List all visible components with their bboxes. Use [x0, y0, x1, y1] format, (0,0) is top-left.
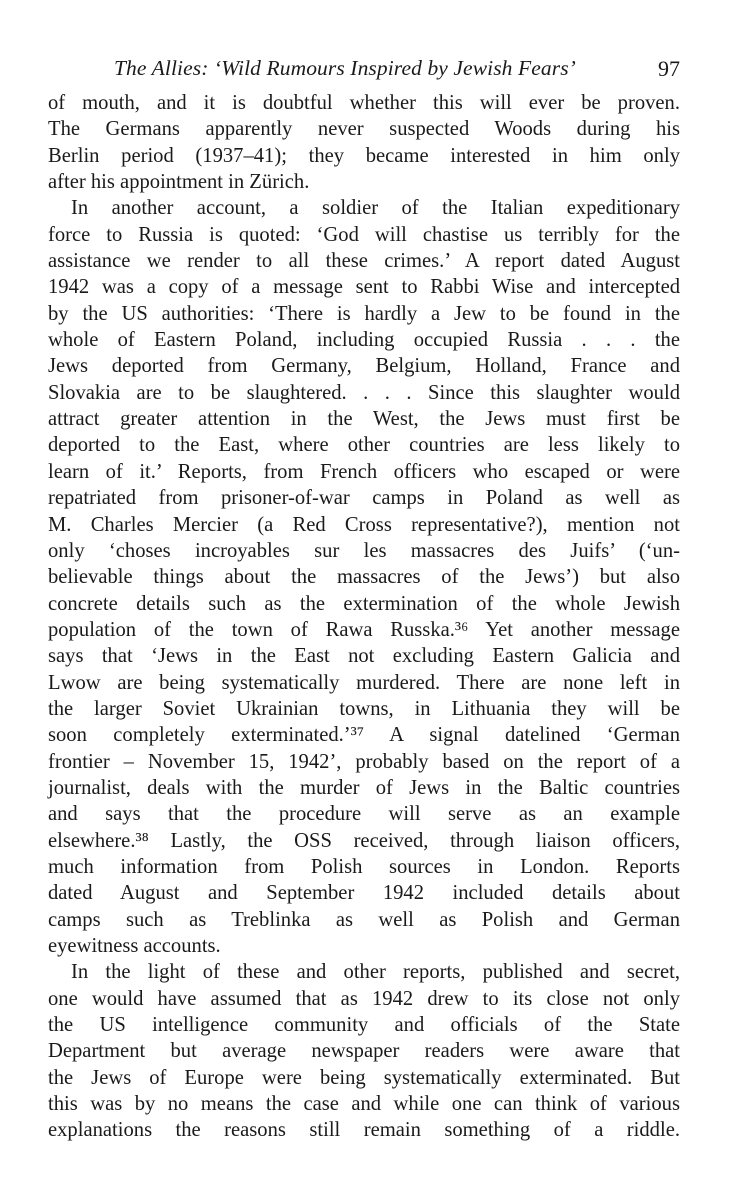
text-line: Jews deported from Germany, Belgium, Holland, France and — [48, 355, 680, 378]
text-line: Department but average newspaper readers were aware that — [48, 1040, 680, 1063]
text-line: after his appointment in Zürich. — [48, 171, 310, 194]
text-line: M. Charles Mercier (a Red Cross representative?), mention not — [48, 513, 680, 536]
paragraph-first-line: In another account, a soldier of the Italian expeditionary — [71, 197, 680, 220]
text-line: of mouth, and it is doubtful whether this will ever be proven. — [48, 92, 680, 114]
text-line: this was by no means the case and while one can think of various — [48, 1093, 680, 1116]
text-line: the Jews of Europe were being systematically exterminated. But — [48, 1066, 680, 1089]
text-line: much information from Polish sources in London. Reports — [48, 855, 680, 878]
text-line: explanations the reasons still remain something of a riddle. — [48, 1119, 680, 1142]
text-line: Slovakia are to be slaughtered. . . . Since this slaughter would — [48, 381, 680, 404]
text-line: assistance we render to all these crimes.’ A report dated August — [48, 250, 680, 273]
text-line: journalist, deals with the murder of Jews in the Baltic countries — [48, 776, 680, 799]
text-line: frontier – November 15, 1942’, probably based on the report of a — [48, 750, 680, 773]
text-line: believable things about the massacres of the Jews’) but also — [48, 566, 680, 589]
running-title: The Allies: ‘Wild Rumours Inspired by Jewish Fears’ — [114, 56, 576, 80]
text-line: whole of Eastern Poland, including occupied Russia . . . the — [48, 329, 680, 352]
body-text — [48, 90, 680, 1144]
text-line: force to Russia is quoted: ‘God will chastise us terribly for the — [48, 223, 680, 246]
text-line: deported to the East, where other countries are less likely to — [48, 434, 680, 457]
text-line: concrete details such as the extermination of the whole Jewish — [48, 592, 680, 615]
running-head — [48, 52, 680, 86]
page-number: 97 — [658, 56, 680, 81]
text-line: says that ‘Jews in the East not excluding Eastern Galicia and — [48, 645, 680, 668]
text-line: camps such as Treblinka as well as Polish and German — [48, 908, 680, 931]
text-line: Berlin period (1937–41); they became interested in him only — [48, 144, 680, 167]
paragraph-first-line: In the light of these and other reports, published and secret, — [71, 961, 680, 984]
text-line: learn of it.’ Reports, from French officers who escaped or were — [48, 460, 680, 483]
text-line: the larger Soviet Ukrainian towns, in Lithuania they will be — [48, 697, 680, 720]
text-line: elsewhere.³⁸ Lastly, the OSS received, through liaison officers, — [48, 829, 680, 852]
text-line: one would have assumed that as 1942 drew to its close not only — [48, 987, 680, 1010]
text-line: the US intelligence community and officials of the State — [48, 1014, 680, 1037]
text-line: population of the town of Rawa Russka.³⁶ Yet another message — [48, 618, 680, 641]
text-line: attract greater attention in the West, the Jews must first be — [48, 408, 680, 431]
text-line: by the US authorities: ‘There is hardly a Jew to be found in the — [48, 302, 680, 325]
text-line: repatriated from prisoner-of-war camps in Poland as well as — [48, 487, 680, 510]
text-line: The Germans apparently never suspected Woods during his — [48, 118, 680, 141]
text-line: Lwow are being systematically murdered. There are none left in — [48, 671, 680, 694]
text-line: dated August and September 1942 included details about — [48, 882, 680, 905]
text-line: eyewitness accounts. — [48, 935, 221, 957]
text-line: 1942 was a copy of a message sent to Rabbi Wise and intercepted — [48, 276, 680, 299]
text-line: only ‘choses incroyables sur les massacres des Juifs’ (‘un- — [48, 539, 680, 562]
text-line: and says that the procedure will serve as an example — [48, 803, 680, 826]
text-line: soon completely exterminated.’³⁷ A signal datelined ‘German — [48, 724, 680, 747]
